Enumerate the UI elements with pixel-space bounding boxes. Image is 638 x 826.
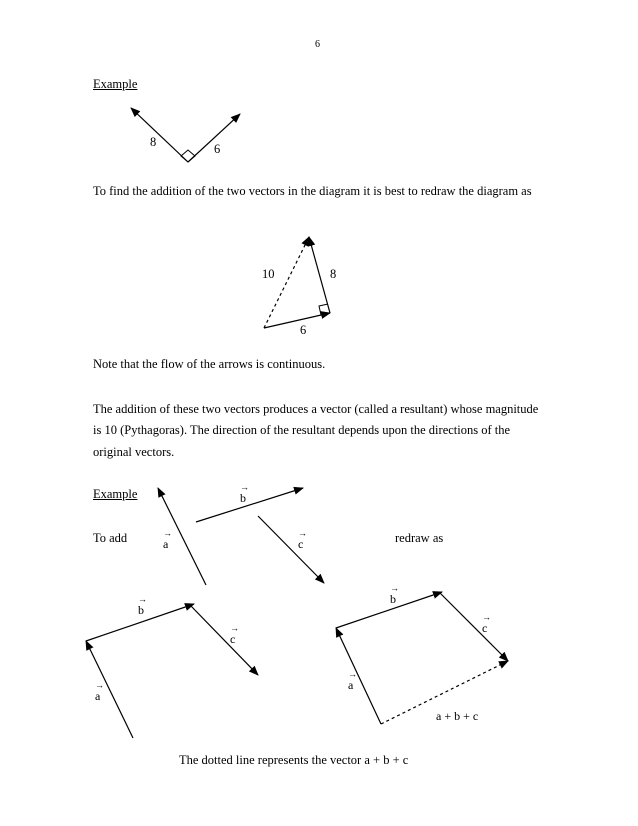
redraw-as-text: redraw as xyxy=(395,531,444,545)
arrow-over-a: → xyxy=(163,528,172,538)
example-heading-2: Example xyxy=(93,487,138,501)
label-vector-c-2: → c xyxy=(230,623,239,646)
diagram-perpendicular-vectors xyxy=(131,108,240,162)
paragraph-line-3: original vectors. xyxy=(93,445,175,459)
vector-c-separate xyxy=(258,516,324,583)
label-vector-a-3: → a xyxy=(348,669,357,692)
vector-c-chain xyxy=(191,606,258,675)
label-vector-c-1: → c xyxy=(298,528,307,551)
label-6-triangle: 6 xyxy=(300,323,307,337)
triangle-base-6 xyxy=(264,313,330,328)
example-heading-1: Example xyxy=(93,77,138,91)
vector-8 xyxy=(131,108,188,162)
label-vector-a-2: → a xyxy=(95,680,104,703)
label-6: 6 xyxy=(214,142,221,156)
label-vector-a-1: → a xyxy=(163,528,172,551)
label-8: 8 xyxy=(150,135,157,149)
instruction-text: To find the addition of the two vectors in the diagram it is best to redraw the diagram as xyxy=(93,184,532,198)
vector-c-result xyxy=(440,593,508,661)
caption-text xyxy=(179,754,408,767)
triangle-resultant-10 xyxy=(264,237,309,328)
label-8-triangle: 8 xyxy=(330,267,337,281)
paragraph-line-1: The addition of these two vectors produces a vector (called a resultant) whose magnitude xyxy=(93,402,539,416)
vector-a-result xyxy=(336,628,381,724)
diagram-triangle xyxy=(264,237,330,328)
paragraph-line-2: is 10 (Pythagoras). The direction of the resultant depends upon the directions of the xyxy=(93,423,511,437)
arrow-over-c: → xyxy=(298,528,307,538)
label-vector-b-2: → b xyxy=(138,594,147,617)
right-angle-marker xyxy=(181,150,195,162)
caption-prefix: The dotted line represents the vector xyxy=(179,753,362,767)
label-vector-b-1: → b xyxy=(240,482,249,505)
vector-b-result xyxy=(336,583,442,628)
label-10: 10 xyxy=(262,267,275,281)
caption-vector: a + b + c xyxy=(364,753,409,767)
to-add-text: To add xyxy=(93,531,128,545)
label-resultant-sum: a + b + c xyxy=(436,709,479,723)
label-vector-c-3: → c xyxy=(482,612,491,635)
vector-b-separate xyxy=(196,482,303,522)
vector-a-chain xyxy=(86,641,133,738)
page-number: 6 xyxy=(315,39,320,50)
note-text: Note that the flow of the arrows is continuous. xyxy=(93,357,326,371)
arrow-over-b: → xyxy=(240,482,249,492)
label-vector-b-3: → b xyxy=(390,583,399,606)
triangle-side-8 xyxy=(309,237,330,313)
